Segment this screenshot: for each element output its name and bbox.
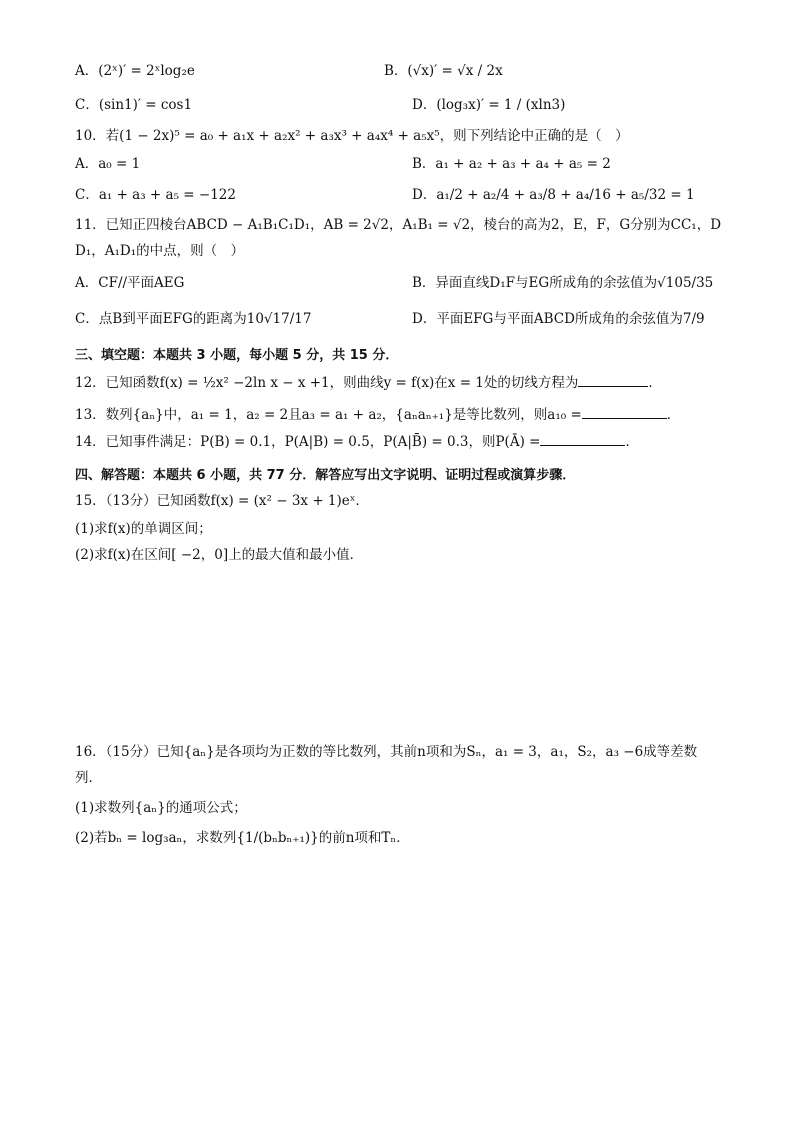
q12-period: ． <box>648 375 662 391</box>
q9-option-c: C．(sin1)′ = cos1 <box>75 97 193 113</box>
section-4-heading: 四、解答题：本题共 6 小题，共 77 分．解答应写出文字说明、证明过程或演算步骤． <box>75 468 576 483</box>
q11-option-b: B．异面直线D₁F与EG所成角的余弦值为√105/35 <box>412 275 714 291</box>
q10-option-a: A．a₀ = 1 <box>75 156 141 172</box>
q12-text: 12．已知函数f(x) = ½x² −2ln x − x +1，则曲线y = f(x)在x = 1处的切线方程为 <box>75 375 579 391</box>
q15-part-1: (1)求f(x)的单调区间； <box>75 521 212 537</box>
q14-answer-blank <box>540 433 625 446</box>
q13-stem <box>75 406 680 424</box>
q15-part-2: (2)求f(x)在区间[ −2，0]上的最大值和最小值． <box>75 547 364 563</box>
q14-period: ． <box>625 434 639 450</box>
q11-stem-line2: D₁，A₁D₁的中点，则（ ） <box>75 243 245 259</box>
q11-option-a: A．CF//平面AEG <box>75 275 185 291</box>
q10-option-b: B．a₁ + a₂ + a₃ + a₄ + a₅ = 2 <box>412 156 611 172</box>
q16-part-2: (2)若bₙ = log₃aₙ，求数列{1/(bₙbₙ₊₁)}的前n项和Tₙ． <box>75 830 410 846</box>
q12-answer-blank <box>578 374 648 387</box>
q13-text: 13．数列{aₙ}中，a₁ = 1，a₂ = 2且a₃ = a₁ + a₂，{aₙaₙ₊₁}是等比数列，则a₁₀ = <box>75 407 582 423</box>
q16-part-1: (1)求数列{aₙ}的通项公式； <box>75 800 247 816</box>
q11-stem-line1: 11．已知正四棱台ABCD − A₁B₁C₁D₁，AB = 2√2，A₁B₁ = √2，棱台的高为2，E，F，G分别为CC₁，D <box>75 217 722 233</box>
q9-option-d: D．(log₃x)′ = 1 / (xln3) <box>412 97 566 113</box>
q11-option-c: C．点B到平面EFG的距离为10√17/17 <box>75 311 312 327</box>
section-3-heading: 三、填空题：本题共 3 小题，每小题 5 分，共 15 分． <box>75 348 399 363</box>
q14-text: 14．已知事件满足：P(B) = 0.1，P(A|B) = 0.5，P(A|B̄) = 0.3，则P(Ā) = <box>75 434 541 450</box>
q11-option-d: D．平面EFG与平面ABCD所成角的余弦值为7/9 <box>412 311 705 327</box>
q12-stem <box>75 374 662 392</box>
q15-stem: 15．（13分）已知函数f(x) = (x² − 3x + 1)eˣ． <box>75 493 369 509</box>
q10-stem: 10．若(1 − 2x)⁵ = a₀ + a₁x + a₂x² + a₃x³ + a₄x⁴ + a₅x⁵，则下列结论中正确的是（ ） <box>75 128 629 144</box>
q10-option-c: C．a₁ + a₃ + a₅ = −122 <box>75 187 236 203</box>
q13-answer-blank <box>582 406 667 419</box>
q9-option-a: A．(2ˣ)′ = 2ˣlog₂e <box>75 63 195 79</box>
q10-option-d: D．a₁/2 + a₂/4 + a₃/8 + a₄/16 + a₅/32 = 1 <box>412 187 695 203</box>
q13-period: ． <box>666 407 681 423</box>
q9-option-b: B．(√x)′ = √x / 2x <box>384 63 503 79</box>
q16-stem-line2: 列． <box>75 770 102 786</box>
q14-stem <box>75 433 639 451</box>
q16-stem-line1: 16．（15分）已知{aₙ}是各项均为正数的等比数列，其前n项和为Sₙ，a₁ = 3，a₁，S₂，a₃ −6成等差数 <box>75 744 698 760</box>
